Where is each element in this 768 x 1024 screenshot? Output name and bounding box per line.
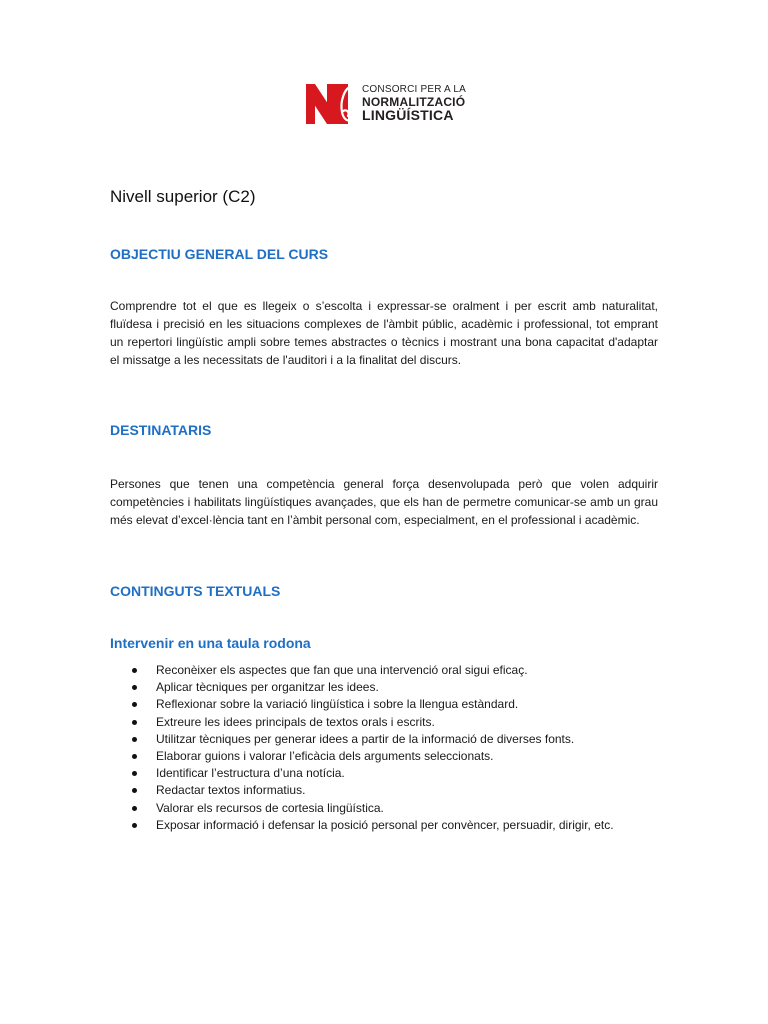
bullet-icon [132, 788, 137, 793]
section-heading-continguts: CONTINGUTS TEXTUALS [110, 583, 281, 599]
list-item [110, 748, 670, 765]
section-paragraph-destinataris: Persones que tenen una competència general força desenvolupada però que volen adquirir competències i habilitats lingüístiques avançades, que els han de permetre comunicar-se amb un grau més elevat d’excel·lència tant en l’àmbit personal com, especialment, en el professional i acadèmic. [110, 477, 658, 527]
bullet-list [110, 662, 670, 834]
bullet-icon [132, 720, 137, 725]
bullet-icon [132, 754, 137, 759]
list-item [110, 714, 670, 731]
list-item-text: Reconèixer els aspectes que fan que una intervenció oral sigui eficaç. [156, 663, 528, 677]
list-item-text: Redactar textos informatius. [156, 783, 306, 798]
subheading-taula-rodona: Intervenir en una taula rodona [110, 635, 311, 651]
list-item [110, 782, 670, 799]
list-item [110, 765, 670, 782]
list-item-text: Identificar l’estructura d’una notícia. [156, 766, 345, 781]
list-item-text: Elaborar guions i valorar l’eficàcia dels arguments seleccionats. [156, 749, 494, 764]
bullet-icon [132, 823, 137, 828]
bullet-icon [132, 771, 137, 776]
list-item [110, 679, 670, 696]
section-heading-destinataris: DESTINATARIS [110, 422, 212, 438]
list-item-text: Utilitzar tècniques per generar idees a partir de la informació de diverses fonts. [156, 731, 575, 746]
bullet-icon [132, 806, 137, 811]
list-item-text: Aplicar tècniques per organitzar les idees. [156, 680, 379, 695]
list-item [110, 800, 670, 817]
logo-line-normalitzacio: NORMALITZACIÓ [362, 94, 466, 109]
list-item [110, 817, 670, 834]
cpnl-logo-icon [306, 82, 356, 126]
list-item [110, 731, 670, 748]
bullet-icon [132, 702, 137, 707]
section-paragraph-objectiu: Comprendre tot el que es llegeix o s’escolta i expressar-se oralment i per escrit amb naturalitat, fluïdesa i precisió en les situacions complexes de l'àmbit públic, acadèmic i professional, tot emprant un repertori lingüístic ampli sobre temes abstractes o tècnics i mostrant una bona capacitat d'adaptar el missatge a les necessitats de l'auditori i a la finalitat del discurs. [110, 299, 658, 367]
bullet-icon [132, 668, 137, 673]
list-item-text: Reflexionar sobre la variació lingüística i sobre la llengua estàndard. [156, 697, 519, 712]
bullet-icon [132, 737, 137, 742]
logo-line-linguistica: LINGÜÍSTICA [362, 107, 454, 124]
logo-text [362, 85, 466, 123]
logo-line-consorci: CONSORCI PER A LA [362, 84, 466, 96]
list-item [110, 696, 670, 713]
list-item-text: Extreure les idees principals de textos orals i escrits. [156, 714, 435, 729]
list-item-text: Exposar informació i defensar la posició personal per convèncer, persuadir, dirigir, etc. [156, 817, 614, 832]
section-heading-objectiu: OBJECTIU GENERAL DEL CURS [110, 246, 329, 262]
page-title: Nivell superior (C2) [110, 187, 256, 206]
list-item [110, 662, 670, 679]
bullet-icon [132, 685, 137, 690]
list-item-text: Valorar els recursos de cortesia lingüística. [156, 800, 384, 815]
cpnl-logo [306, 82, 466, 126]
